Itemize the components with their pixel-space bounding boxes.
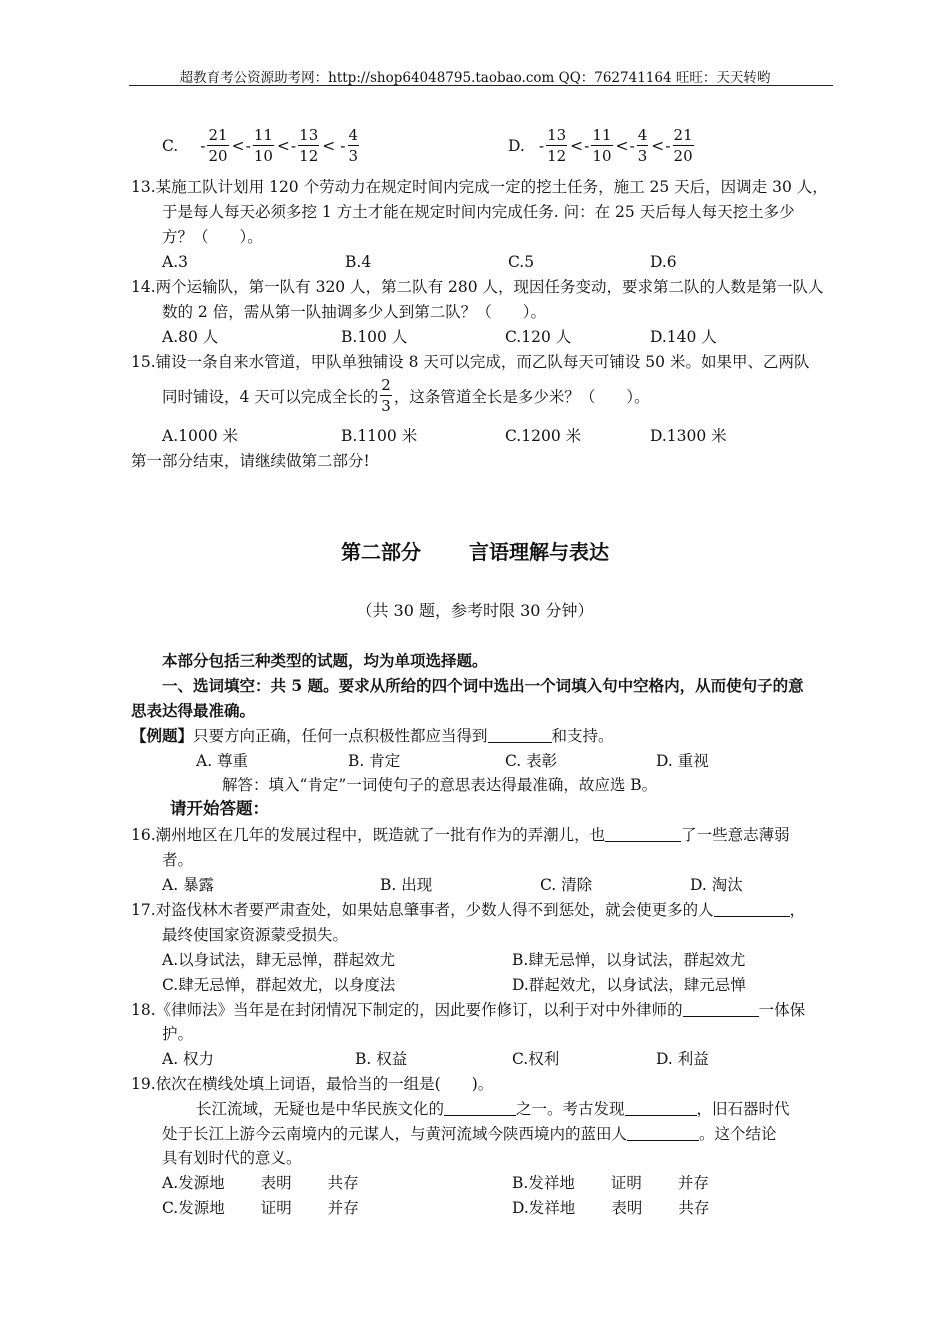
less-than: < (276, 137, 290, 155)
q19-opt-word: 表明 (260, 1174, 292, 1192)
q14-option: B.100 人 (341, 328, 408, 346)
example-text: 只要方向正确，任何一点积极性都应当得到 (193, 727, 488, 745)
q12-d-label: D. (508, 137, 525, 155)
part2-title (0, 536, 950, 565)
example-option: D. 重视 (656, 752, 709, 770)
q19-text: 。这个结论 (699, 1125, 777, 1143)
q18-line1 (131, 998, 805, 1022)
sign: - (584, 137, 590, 155)
sign: - (665, 137, 671, 155)
fraction: $\frac{11}{10}$ (592, 126, 612, 165)
q16-option: C. 清除 (540, 876, 593, 894)
q15-fraction: $\frac{2}{3}$ (381, 376, 391, 415)
q15-line2-text: ，这条管道全长是多少米？（ ）。 (393, 388, 650, 406)
q19-option-c (162, 1196, 359, 1220)
q18-option: C.权利 (512, 1050, 560, 1068)
q15-option: D.1300 米 (650, 427, 727, 445)
q12-c-label: C. (162, 137, 179, 155)
sign: - (340, 137, 346, 155)
q19-opt-word: 共存 (327, 1174, 359, 1192)
blank (625, 1100, 697, 1116)
blank (627, 1125, 699, 1141)
header-text: 超教育考公资源助考网：http://shop64048795.taobao.com QQ：762741164 旺旺：天天转哟 (179, 70, 771, 86)
q17-text: 17.对盗伐林木者要严肃查处，如果姑息肇事者，少数人得不到惩处，就会使更多的人 (131, 901, 714, 919)
q17-line1 (131, 898, 805, 922)
blank (605, 826, 681, 842)
q15-line2 (162, 378, 650, 414)
q18-option: B. 权益 (355, 1050, 408, 1068)
fraction: $\frac{4}{3}$ (637, 126, 648, 165)
example-option: A. 尊重 (196, 752, 249, 770)
fraction: $\frac{4}{3}$ (348, 126, 359, 165)
q17-option: C.肆无忌惮，群起效尤，以身度法 (162, 976, 396, 994)
example-text: 和支持。 (551, 727, 614, 745)
q17-line2: 最终使国家资源蒙受损失。 (162, 926, 349, 944)
example-tag: 【例题】 (131, 726, 194, 745)
fraction: $\frac{13}{12}$ (299, 126, 319, 165)
q17-option: B.肆无忌惮，以身试法，群起效尤 (512, 951, 746, 969)
part2-title-number: 第二部分 (341, 540, 421, 564)
q13-line1: 13.某施工队计划用 120 个劳动力在规定时间内完成一定的挖土任务，施工 25 天后，因调走 30 人， (131, 178, 828, 196)
q15-line2-text: 同时铺设，4 天可以完成全长的 (162, 388, 379, 406)
less-than: < (615, 137, 629, 155)
q19-text: ，旧石器时代 (696, 1100, 790, 1118)
q17-option: D.群起效尤，以身试法，肆元忌惮 (512, 976, 746, 994)
q19-opt-word: 共存 (678, 1199, 710, 1217)
q16-option: A. 暴露 (162, 876, 215, 894)
sign: - (538, 137, 545, 155)
header-divider (129, 85, 833, 86)
q13-option: C.5 (508, 253, 535, 271)
q14-line1: 14.两个运输队，第一队有 320 人，第二队有 280 人，现因任务变动，要求第二队的人数是第一队人 (131, 278, 824, 296)
q19-opt-word: 表明 (611, 1199, 643, 1217)
fraction: $\frac{21}{20}$ (208, 126, 228, 165)
q16-option: B. 出现 (380, 876, 433, 894)
section1-line1: 一、选词填空：共 5 题。要求从所给的四个词中选出一个词填入句中空格内，从而使句子的意 (162, 676, 804, 695)
q18-option: D. 利益 (656, 1050, 709, 1068)
q16-text: 了一些意志薄弱 (681, 826, 790, 844)
q19-opt-word: B.发祥地 (512, 1174, 575, 1192)
example-answer: 解答：填入“肯定”一词使句子的意思表达得最准确，故应选 B。 (222, 776, 658, 794)
section1-line2: 思表达得最准确。 (131, 701, 256, 720)
q15-option: B.1100 米 (341, 427, 418, 445)
q16-line1 (131, 823, 790, 847)
q19-text: 长江流域，无疑也是中华民族文化的 (196, 1100, 445, 1118)
q14-option: C.120 人 (505, 328, 572, 346)
blank (444, 1100, 516, 1116)
q19-text: 处于长江上游今云南境内的元谋人，与黄河流域今陕西境内的蓝田人 (162, 1125, 628, 1143)
q16-option: D. 淘汰 (690, 876, 743, 894)
q19-opt-word: 证明 (260, 1199, 292, 1217)
blank (714, 901, 790, 917)
q18-text: 18.《律师法》当年是在封闭情况下制定的，因此要作修订，以利于对中外律师的 (131, 1001, 683, 1019)
q13-line3: 方？（ ）。 (162, 228, 263, 246)
q13-option: D.6 (650, 253, 677, 271)
q13-line2: 于是每人每天必须多挖 1 方土才能在规定时间内完成任务. 问：在 25 天后每人每天挖土多少 (162, 203, 795, 221)
q14-line2: 数的 2 倍，需从第一队抽调多少人到第二队？（ ）。 (162, 303, 546, 321)
blank (683, 1001, 759, 1017)
q15-option: A.1000 米 (162, 427, 238, 445)
q13-option: B.4 (345, 253, 372, 271)
q18-option: A. 权力 (162, 1050, 215, 1068)
less-than: < (570, 137, 584, 155)
q19-text: 之一。考古发现 (516, 1100, 625, 1118)
part2-intro: 本部分包括三种类型的试题，均为单项选择题。 (162, 651, 488, 670)
less-than: < (322, 137, 336, 155)
q14-option: A.80 人 (162, 328, 219, 346)
q19-opt-word: 并存 (327, 1199, 359, 1217)
q19-opt-word: C.发源地 (162, 1199, 225, 1217)
q19-line1: 19.依次在横线处填上词语，最恰当的一组是( )。 (131, 1075, 494, 1093)
q19-option-b (512, 1171, 709, 1195)
q17-text: ， (789, 901, 806, 919)
part2-subtitle: （共 30 题，参考时限 30 分钟） (356, 601, 594, 620)
start-answering: 请开始答题： (170, 799, 269, 818)
q19-opt-word: 证明 (610, 1174, 642, 1192)
q18-line2: 护。 (162, 1025, 194, 1043)
example-option: C. 表彰 (505, 752, 558, 770)
blank (488, 727, 552, 743)
part2-title-name: 言语理解与表达 (469, 540, 609, 564)
sign: - (200, 137, 206, 155)
fraction: $\frac{21}{20}$ (673, 126, 693, 165)
q17-option: A.以身试法，肆无忌惮，群起效尤 (162, 951, 396, 969)
sign: - (245, 137, 251, 155)
sign: - (290, 137, 297, 155)
q12-option-d (508, 128, 696, 164)
q19-opt-word: A.发源地 (162, 1174, 225, 1192)
part1-end-note: 第一部分结束，请继续做第二部分! (131, 452, 370, 470)
q13-option: A.3 (162, 253, 188, 271)
q19-passage-line1 (196, 1097, 790, 1121)
example-option: B. 肯定 (348, 752, 401, 770)
example-question (131, 724, 614, 748)
q19-passage-line3: 具有划时代的意义。 (162, 1149, 302, 1167)
q12-option-c (162, 128, 361, 164)
q14-option: D.140 人 (650, 328, 717, 346)
less-than: < (651, 137, 665, 155)
q19-opt-word: 并存 (677, 1174, 709, 1192)
q16-text: 16.潮州地区在几年的发展过程中，既造就了一批有作为的弄潮儿，也 (131, 826, 606, 844)
q15-option: C.1200 米 (505, 427, 582, 445)
sign: - (629, 137, 635, 155)
q15-line1: 15.铺设一条自来水管道，甲队单独铺设 8 天可以完成，而乙队每天可铺设 50 米。如果甲、乙两队 (131, 353, 810, 371)
fraction: $\frac{13}{12}$ (547, 126, 567, 165)
q19-option-d (512, 1196, 709, 1220)
q18-text: 一体保 (758, 1001, 806, 1019)
less-than: < (231, 137, 245, 155)
q19-passage-line2 (162, 1122, 777, 1146)
q19-opt-word: D.发祥地 (512, 1199, 576, 1217)
q16-line2: 者。 (162, 851, 194, 869)
fraction: $\frac{11}{10}$ (253, 126, 273, 165)
q19-option-a (162, 1171, 359, 1195)
